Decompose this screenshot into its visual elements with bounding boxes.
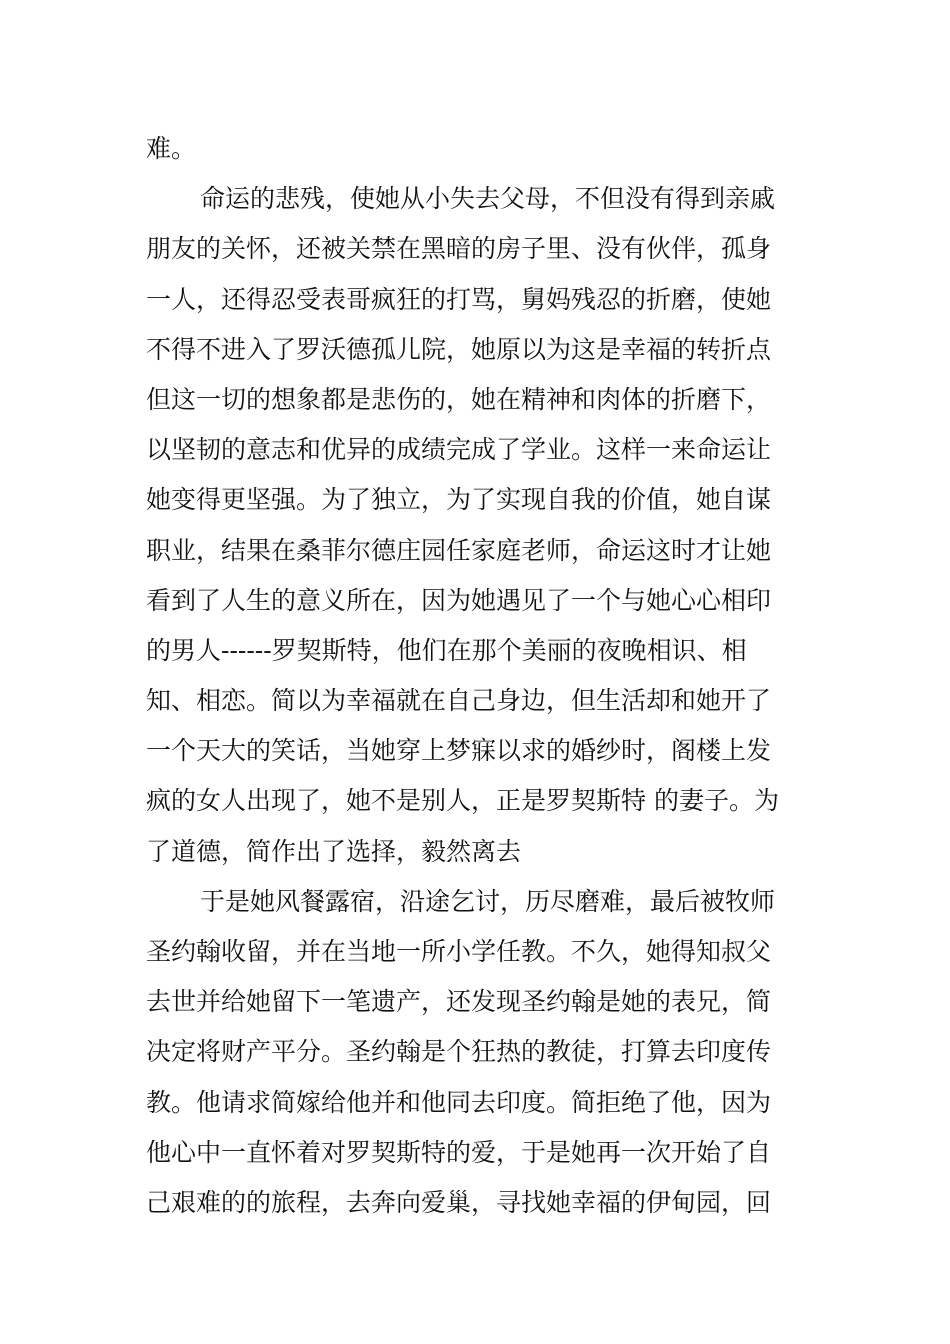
text-line: 决定将财产平分。圣约翰是个狂热的教徒，打算去印度传 [146,1037,772,1067]
text-line: 但这一切的想象都是悲伤的，她在精神和肉体的折磨下， [146,384,772,414]
text-line: 朋友的关怀，还被关禁在黑暗的房子里、没有伙伴，孤身 [146,234,772,264]
text-line: 职业，结果在桑菲尔德庄园任家庭老师，命运这时才让她 [146,535,772,565]
text-line: 知、相恋。简以为幸福就在自己身边，但生活却和她开了 [146,686,772,716]
text-line: 一人，还得忍受表哥疯狂的打骂，舅妈残忍的折磨，使她 [146,284,772,314]
text-line: 一个天大的笑话，当她穿上梦寐以求的婚纱时，阁楼上发 [146,736,772,766]
text-line: 难。 [146,134,197,163]
paragraph-start-line: 于是她风餐露宿，沿途乞讨，历尽磨难，最后被牧师 [200,886,776,916]
text-line: 不得不进入了罗沃德孤儿院，她原以为这是幸福的转折点 [146,334,772,364]
text-line: 他心中一直怀着对罗契斯特的爱，于是她再一次开始了自 [146,1137,772,1167]
text-line: 她变得更坚强。为了独立，为了实现自我的价值，她自谋 [146,485,772,515]
paragraph-start-line: 命运的悲残，使她从小失去父母，不但没有得到亲戚 [200,184,776,214]
text-line: 己艰难的的旅程，去奔向爱巢，寻找她幸福的伊甸园，回 [146,1187,772,1217]
text-line: 以坚韧的意志和优异的成绩完成了学业。这样一来命运让 [146,435,772,465]
text-line: 了道德，简作出了选择，毅然离去 [146,836,522,866]
text-line: 疯的女人出现了，她不是别人，正是罗契斯特 的妻子。为 [146,786,779,816]
text-line: 看到了人生的意义所在，因为她遇见了一个与她心心相印 [146,585,772,615]
text-line: 圣约翰收留，并在当地一所小学任教。不久，她得知叔父 [146,937,772,966]
text-line: 教。他请求简嫁给他并和他同去印度。简拒绝了他，因为 [146,1087,772,1117]
text-line: 去世并给她留下一笔遗产，还发现圣约翰是她的表兄，简 [146,987,772,1017]
text-line: 的男人------罗契斯特，他们在那个美丽的夜晚相识、相 [146,635,747,665]
body-text [146,124,810,1228]
